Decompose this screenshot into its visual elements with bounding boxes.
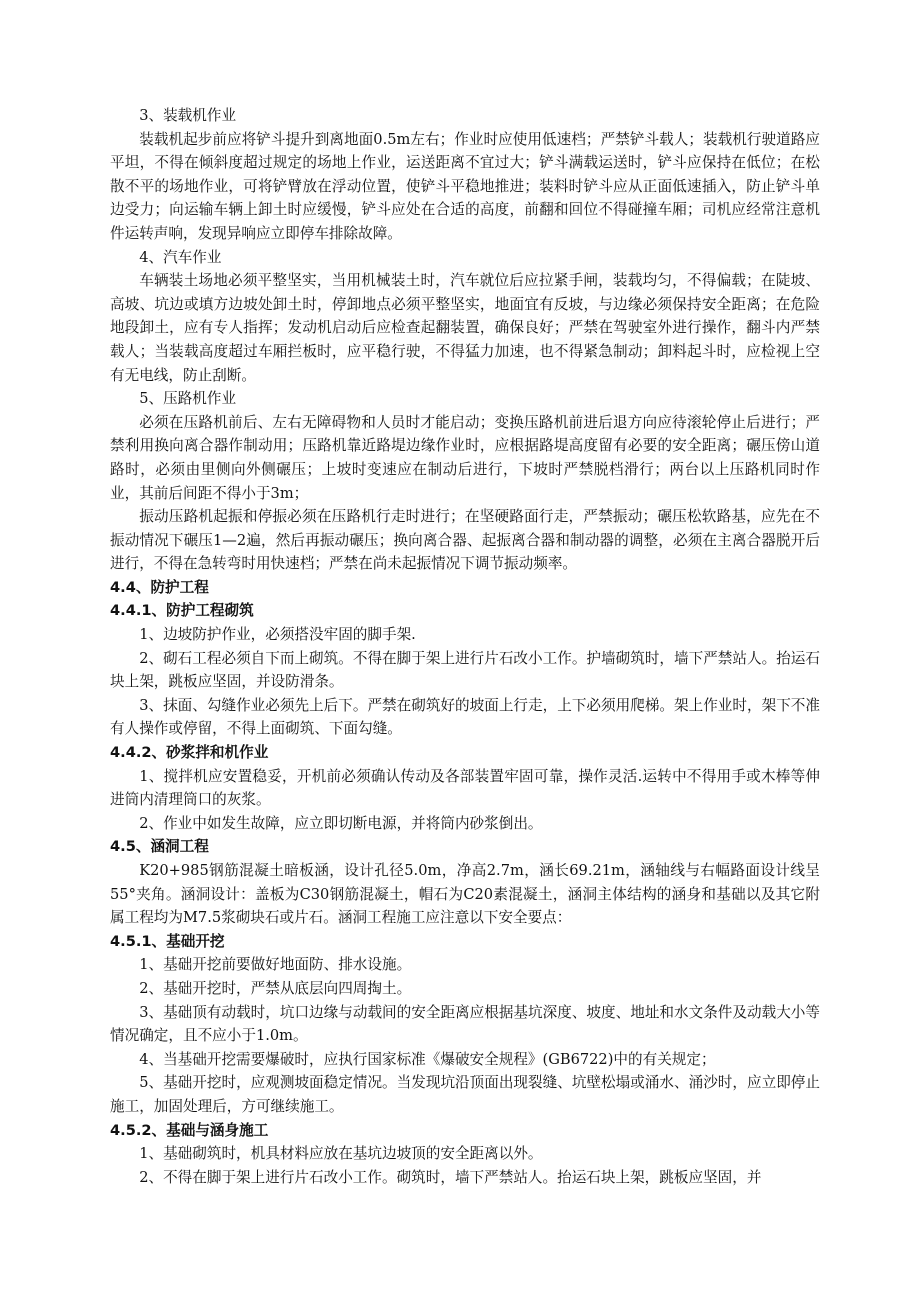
section-heading: 4.5、涵洞工程 <box>110 838 209 856</box>
section-heading: 4.4、防护工程 <box>110 578 209 596</box>
paragraph: 4、当基础开挖需要爆破时，应执行国家标准《爆破安全规程》(GB6722)中的有关规定； <box>139 1050 716 1068</box>
paragraph: 必须在压路机前后、左右无障碍物和人员时才能启动；变换压路机前进后退方向应待滚轮停止后进行；严禁利用换向离合器作制动用；压路机靠近路堤边缘作业时，应根据路堤高度留有必要的安全距离；碾压傍山道路时，必须由里侧向外侧碾压；上坡时变速应在制动后进行，下坡时严禁脱档滑行；两台以上压路机同时作业，其前后间距不得小于3m； <box>110 413 820 502</box>
paragraph: 1、基础开挖前要做好地面防、排水设施。 <box>139 956 412 974</box>
paragraph: 车辆装土场地必须平整坚实，当用机械装土时，汽车就位后应拉紧手闸，装载均匀，不得偏载；在陡坡、高坡、坑边或填方边坡处卸土时，停卸地点必须平整坚实，地面宜有反坡，与边缘必须保持安全距离；在危险地段卸土，应有专人指挥；发动机启动后应检查起翻装置，确保良好；严禁在驾驶室外进行操作，翻斗内严禁载人；当装载高度超过车厢拦板时，应平稳行驶，不得猛力加速，也不得紧急制动；卸料起斗时，应检视上空有无电线，防止刮断。 <box>110 272 820 384</box>
section-heading: 4.5.1、基础开挖 <box>110 932 225 950</box>
paragraph: 5、基础开挖时，应观测坡面稳定情况。当发现坑沿顶面出现裂缝、坑壁松塌或涌水、涌沙时，应立即停止施工，加固处理后，方可继续施工。 <box>110 1074 820 1115</box>
paragraph: 1、搅拌机应安置稳妥，开机前必须确认传动及各部装置牢固可靠，操作灵活.运转中不得用手或木棒等伸进筒内清理筒口的灰浆。 <box>110 767 820 809</box>
section-heading: 4.4.2、砂浆拌和机作业 <box>110 744 269 762</box>
paragraph: 1、边坡防护作业，必须搭没牢固的脚手架. <box>139 626 416 644</box>
section-heading: 4.5.2、基础与涵身施工 <box>110 1121 269 1139</box>
paragraph: 装载机起步前应将铲斗提升到离地面0.5m左右；作业时应使用低速档；严禁铲斗载人；装载机行驶道路应平坦，不得在倾斜度超过规定的场地上作业，运送距离不宜过大；铲斗满载运送时，铲斗应保持在低位；在松散不平的场地作业，可将铲臂放在浮动位置，使铲斗平稳地推进；装料时铲斗应从正面低速插入，防止铲斗单边受力；向运输车辆上卸土时应缓慢，铲斗应处在合适的高度，前翻和回位不得碰撞车厢；司机应经常注意机件运转声响，发现异响应立即停车排除故障。 <box>110 130 820 242</box>
paragraph: 振动压路机起振和停振必须在压路机行走时进行；在坚硬路面行走，严禁振动；碾压松软路基，应先在不振动情况下碾压1—2遍，然后再振动碾压；换向离合器、起振离合器和制动器的调整，必须在主离合器脱开后进行，不得在急转弯时用快速档；严禁在尚未起振情况下调节振动频率。 <box>110 508 820 573</box>
subsection-title: 3、装载机作业 <box>139 107 237 124</box>
paragraph: K20+985钢筋混凝土暗板涵，设计孔径5.0m，净高2.7m，涵长69.21m，涵轴线与右幅路面设计线呈55°夹角。涵洞设计：盖板为C30钢筋混凝土，帽石为C20素混凝土，涵洞主体结构的涵身和基础以及其它附属工程均为M7.5浆砌块石或片石。涵洞工程施工应注意以下安全要点： <box>110 862 820 927</box>
paragraph: 3、基础顶有动载时，坑口边缘与动载间的安全距离应根据基坑深度、坡度、地址和水文条件及动载大小等情况确定，且不应小于1.0m。 <box>110 1003 820 1045</box>
section-heading: 4.4.1、防护工程砌筑 <box>110 602 254 620</box>
paragraph: 2、砌石工程必须自下而上砌筑。不得在脚于架上进行片石改小工作。护墙砌筑时，墙下严禁站人。抬运石块上架，跳板应坚固，并设防滑条。 <box>110 649 820 691</box>
subsection-title: 4、汽车作业 <box>139 248 222 266</box>
paragraph: 2、基础开挖时，严禁从底层向四周掏土。 <box>139 979 412 997</box>
paragraph: 2、不得在脚于架上进行片石改小工作。砌筑时，墙下严禁站人。抬运石块上架，跳板应坚固，并 <box>139 1168 762 1186</box>
paragraph: 1、基础砌筑时，机具材料应放在基坑边坡顶的安全距离以外。 <box>139 1145 543 1163</box>
paragraph: 3、抹面、勾缝作业必须先上后下。严禁在砌筑好的坡面上行走，上下必须用爬梯。架上作业时，架下不准有人操作或停留，不得上面砌筑、下面勾缝。 <box>110 696 820 738</box>
subsection-title: 5、压路机作业 <box>139 390 237 408</box>
paragraph: 2、作业中如发生故障，应立即切断电源，并将筒内砂浆倒出。 <box>139 814 543 832</box>
